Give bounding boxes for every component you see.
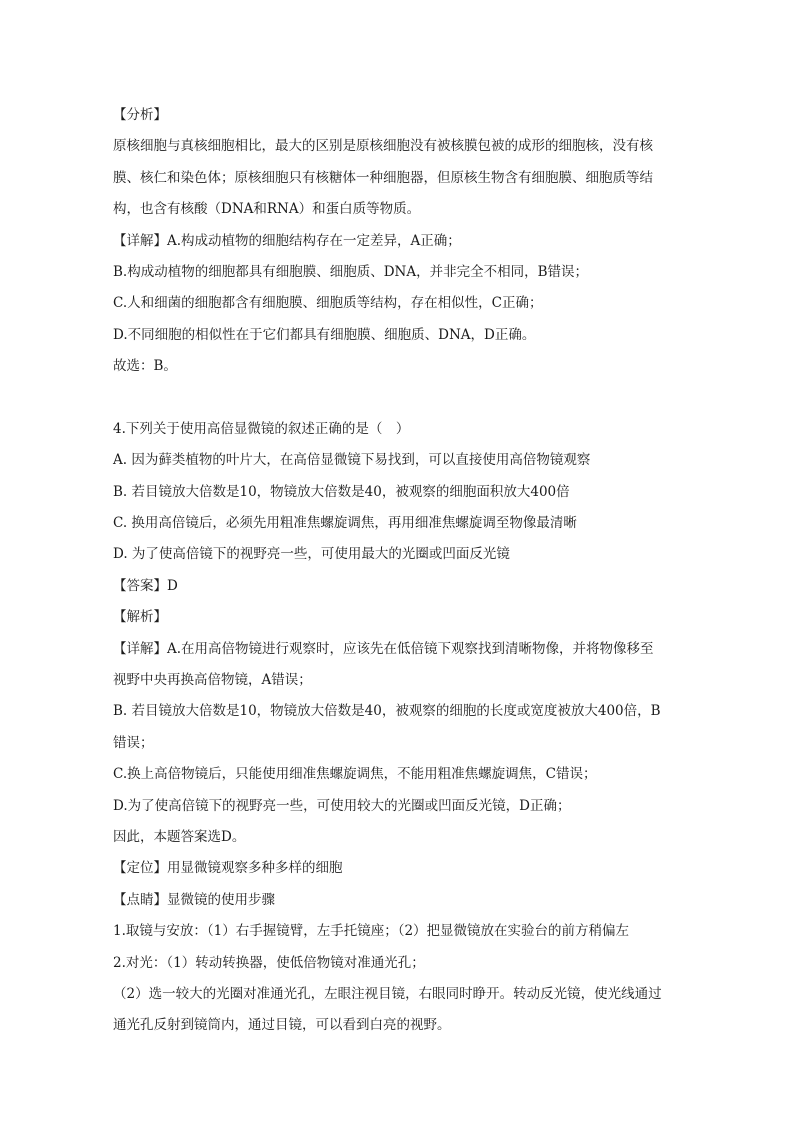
heading-analysis: 【分析】 xyxy=(113,107,167,123)
option-b: B. 若目镜放大倍数是10，物镜放大倍数是40，被观察的细胞面积放大400倍 xyxy=(113,483,570,500)
answer-choice-line: 故选：B。 xyxy=(113,358,177,375)
conclusion-line: 因此，本题答案选D。 xyxy=(113,828,246,845)
step-text-line: 2.对光：（1）转动转换器，使低倍物镜对准通光孔； xyxy=(113,954,425,971)
detail-text-line: D.不同细胞的相似性在于它们都具有细胞膜、细胞质、DNA，D正确。 xyxy=(113,326,536,343)
step-text-line: 通光孔反射到镜筒内，通过目镜，可以看到白亮的视野。 xyxy=(113,1017,451,1034)
option-c: C. 换用高倍镜后，必须先用粗准焦螺旋调焦，再用细准焦螺旋调至物像最清晰 xyxy=(113,515,577,532)
detail-text-line: C.换上高倍物镜后，只能使用细准焦螺旋调焦，不能用粗准焦螺旋调焦，C错误； xyxy=(113,766,597,783)
positioning-line: 【定位】用显微镜观察多种多样的细胞 xyxy=(113,860,343,877)
detail-text-line: 【详解】A.在用高倍物镜进行观察时，应该先在低倍镜下观察找到清晰物像，并将物像移至 xyxy=(113,640,654,657)
detail-text-line: 视野中央再换高倍物镜，A错误； xyxy=(113,672,312,689)
option-a: A. 因为藓类植物的叶片大，在高倍显微镜下易找到，可以直接使用高倍物镜观察 xyxy=(113,452,591,469)
detail-text-line: C.人和细菌的细胞都含有细胞膜、细胞质等结构，存在相似性，C正确； xyxy=(113,295,543,312)
step-text-line: 1.取镜与安放：（1）右手握镜臂，左手托镜座；（2）把显微镜放在实验台的前方稍偏左 xyxy=(113,923,630,940)
option-d: D. 为了使高倍镜下的视野亮一些，可使用最大的光圈或凹面反光镜 xyxy=(113,546,510,563)
question-title: 4.下列关于使用高倍显微镜的叙述正确的是（ ） xyxy=(113,420,410,437)
detail-text-line: 错误； xyxy=(113,734,154,751)
step-text-line: （2）选一较大的光圈对准通光孔，左眼注视目镜，右眼同时睁开。转动反光镜，使光线通过 xyxy=(113,985,662,1002)
document-page xyxy=(113,100,683,1042)
detail-text-line: D.为了使高倍镜下的视野亮一些，可使用较大的光圈或凹面反光镜，D正确； xyxy=(113,797,571,814)
answer-line: 【答案】D xyxy=(113,577,178,594)
analysis-text-line: 构，也含有核酸（DNA和RNA）和蛋白质等物质。 xyxy=(113,201,421,218)
key-point-line: 【点睛】显微镜的使用步骤 xyxy=(113,891,275,908)
heading-explanation: 【解析】 xyxy=(113,609,167,626)
detail-text-line: B.构成动植物的细胞都具有细胞膜、细胞质、DNA，并非完全不相同，B错误； xyxy=(113,263,589,280)
detail-text-line: 【详解】A.构成动植物的细胞结构存在一定差异，A正确； xyxy=(113,232,461,249)
blank-line xyxy=(113,383,683,414)
analysis-text-line: 膜、核仁和染色体；原核细胞只有核糖体一种细胞器，但原核生物含有细胞膜、细胞质等结 xyxy=(113,169,653,186)
detail-text-line: B. 若目镜放大倍数是10，物镜放大倍数是40，被观察的细胞的长度或宽度被放大400倍，B xyxy=(113,703,661,720)
analysis-text-line: 原核细胞与真核细胞相比，最大的区别是原核细胞没有被核膜包被的成形的细胞核，没有核 xyxy=(113,138,653,155)
